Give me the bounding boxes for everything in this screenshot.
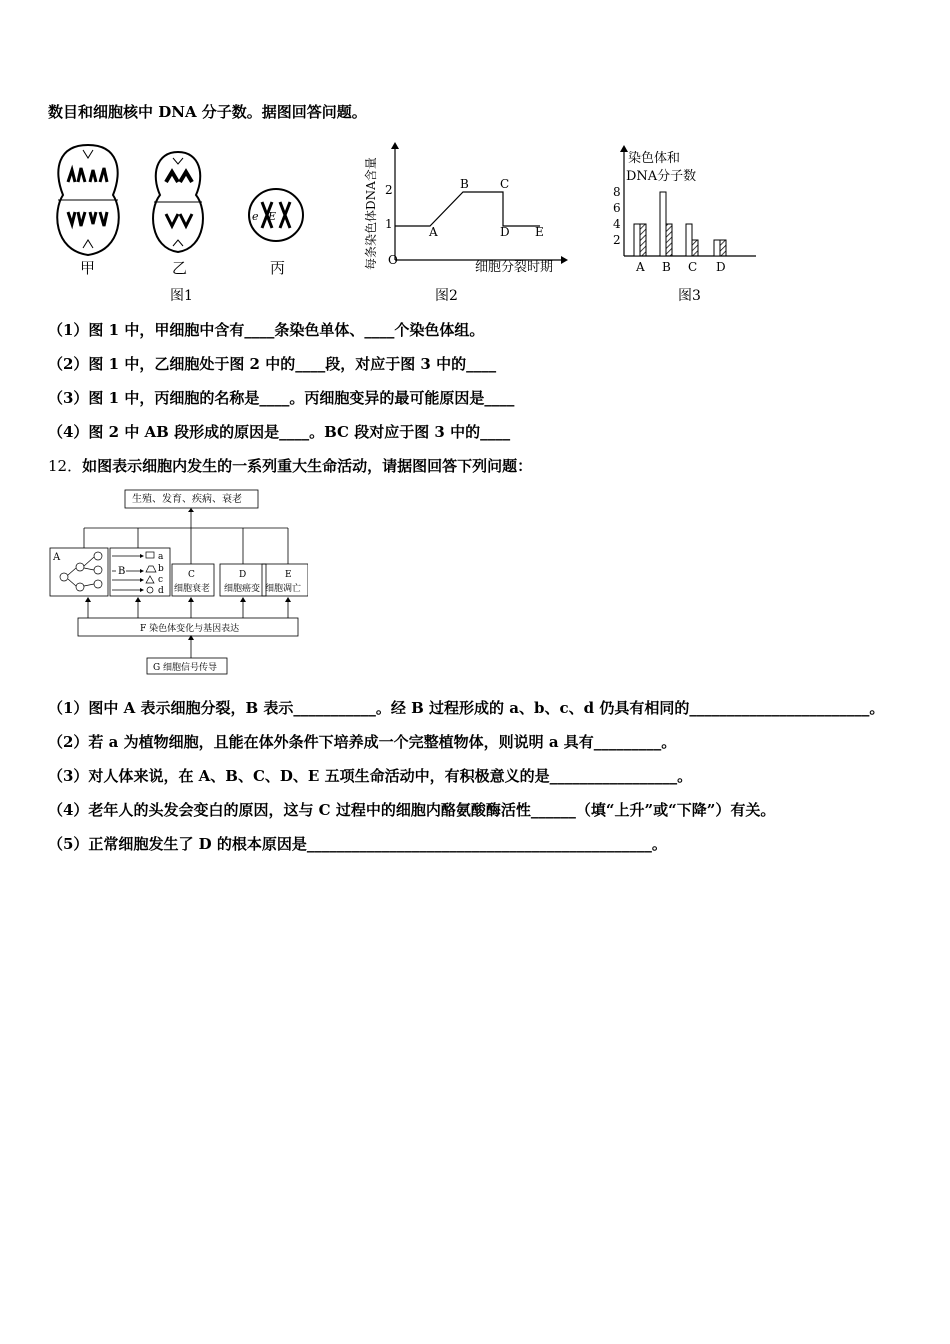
q12-number: 12． (48, 457, 83, 475)
q12-text: 如图表示细胞内发生的一系列重大生命活动，请据图回答下列问题： (82, 457, 533, 475)
figure3-bar-A-plain (634, 224, 640, 256)
figure1-caption: 图1 (170, 288, 193, 304)
figure2-ytick-1: 1 (385, 217, 393, 231)
figure3 (610, 140, 770, 305)
figure2-point-E: E (535, 225, 544, 239)
q11-part-2: （2）图 1 中，乙细胞处于图 2 中的____段，对应于图 3 中的____ (48, 355, 497, 373)
figure3-ytick-4: 4 (613, 217, 621, 231)
figure2-line (395, 192, 540, 226)
figure2 (355, 140, 585, 305)
diagram-box-F: F 染色体变化与基因表达 (140, 624, 240, 634)
diagram-box-D-letter: D (239, 570, 247, 580)
figure3-cat-D: D (716, 260, 726, 274)
cell-label-yi: 乙 (172, 259, 188, 277)
figure3-ytick-8: 8 (613, 185, 621, 199)
figure3-ytick-2: 2 (613, 233, 621, 247)
diagram-top-box: 生殖、发育、疾病、衰老 (132, 494, 242, 505)
figure3-bars (634, 192, 726, 256)
q12-part-4: （4）老年人的头发会变白的原因，这与 C 过程中的细胞内酪氨酸酶活性______（填“上升”或“下降”）有关。 (48, 801, 776, 819)
diagram-box-D-label: 细胞癌变 (224, 584, 261, 594)
q12-part-5: （5）正常细胞发生了 D 的根本原因是______________________________________________。 (48, 835, 667, 853)
figure3-ytick-6: 6 (613, 201, 621, 215)
figure3-cat-A: A (636, 260, 645, 274)
diagram-output-a: a (158, 552, 164, 562)
figure3-bar-C-hatched (692, 240, 698, 256)
diagram-box-C-label: 细胞衰老 (174, 584, 211, 594)
figure2-ylabel: 每条染色体DNA含量 (364, 157, 378, 270)
q12-part-3: （3）对人体来说，在 A、B、C、D、E 五项生命活动中，有积极意义的是_________________。 (48, 767, 693, 785)
gene-e-lower: e (252, 210, 259, 223)
figure2-caption: 图2 (435, 288, 458, 304)
cell-yi (153, 152, 203, 252)
figure2-point-C: C (500, 177, 510, 191)
figure2-origin: O (388, 253, 398, 267)
figure3-cat-C: C (688, 260, 698, 274)
figure3-ylabel-2: DNA分子数 (626, 169, 697, 184)
q11-part-4: （4）图 2 中 AB 段形成的原因是____。BC 段对应于图 3 中的____ (48, 423, 511, 441)
figure2-ytick-2: 2 (385, 183, 393, 197)
gene-e-upper: E (268, 210, 277, 223)
diagram-box-C-letter: C (188, 570, 195, 580)
cell-jia (57, 145, 119, 255)
diagram-box-G: G 细胞信号传导 (153, 663, 218, 673)
life-activity-diagram (48, 486, 308, 678)
q12-stem (48, 456, 532, 476)
diagram-output-c: c (158, 575, 164, 585)
q11-part-1: （1）图 1 中，甲细胞中含有____条染色单体、____个染色体组。 (48, 321, 485, 339)
diagram-box-B: B (118, 566, 126, 577)
q12-part-1: （1）图中 A 表示细胞分裂，B 表示___________。经 B 过程形成的 a、b、c、d 仍具有相同的________________________。 (48, 699, 885, 717)
diagram-box-E-letter: E (285, 570, 292, 580)
figure3-cat-B: B (662, 260, 671, 274)
figure3-bar-D-hatched (720, 240, 726, 256)
figure3-caption: 图3 (678, 288, 701, 304)
figure2-point-A: A (429, 225, 438, 239)
cell-label-jia: 甲 (80, 259, 96, 277)
figure3-bar-C-plain (686, 224, 692, 256)
figure2-point-D: D (500, 225, 510, 239)
q12-part-2: （2）若 a 为植物细胞，且能在体外条件下培养成一个完整植物体，则说明 a 具有_________。 (48, 733, 677, 751)
figure3-ylabel-1: 染色体和 (628, 151, 681, 166)
figure2-point-B: B (460, 177, 469, 191)
figure2-xlabel: 细胞分裂时期 (475, 260, 554, 275)
diagram-box-E-label: 细胞凋亡 (265, 584, 302, 594)
diagram-box-A: A (53, 552, 61, 563)
figure1 (48, 140, 328, 305)
figure3-bar-B-plain (660, 192, 666, 256)
intro-text: 数目和细胞核中 DNA 分子数。据图回答问题。 (48, 103, 367, 121)
figure3-bar-D-plain (714, 240, 720, 256)
q11-part-3: （3）图 1 中，丙细胞的名称是____。丙细胞变异的最可能原因是____ (48, 389, 515, 407)
cell-label-bing: 丙 (270, 259, 286, 277)
figure3-bar-A-hatched (640, 224, 646, 256)
diagram-output-b: b (158, 564, 164, 574)
diagram-output-d: d (158, 586, 164, 596)
figure3-bar-B-hatched (666, 224, 672, 256)
